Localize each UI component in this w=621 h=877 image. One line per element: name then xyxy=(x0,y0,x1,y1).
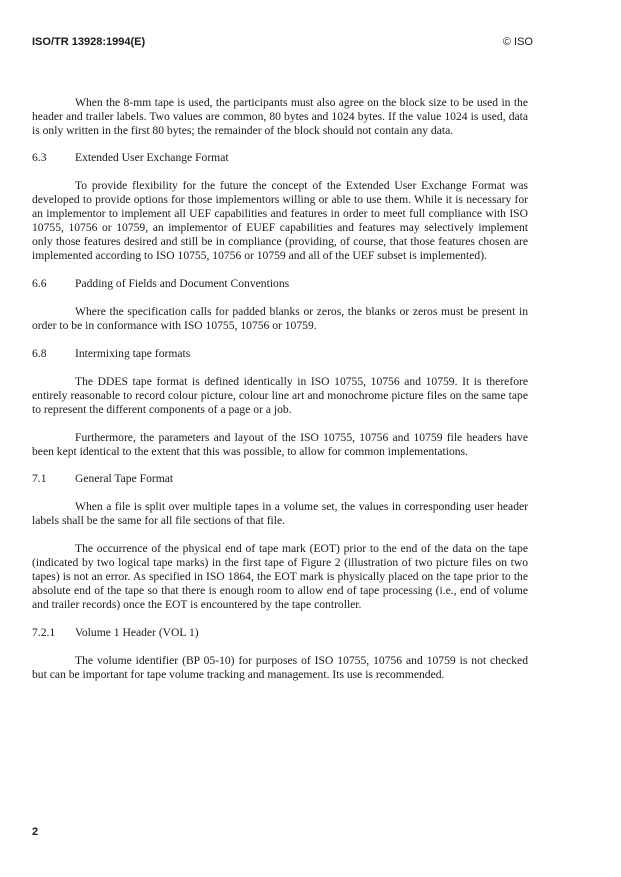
page-number: 2 xyxy=(32,826,39,838)
section-title: Volume 1 Header (VOL 1) xyxy=(75,626,199,639)
section-title: Intermixing tape formats xyxy=(75,347,191,360)
paragraph: To provide flexibility for the future the concept of the Extended User Exchange Format was developed to provide options for those implementors willing or able to use them. While it is necessary for an implementor to implement all UEF capabilities and features in order to meet full compliance with ISO 10755, 10756 or 10759, an implementor of EUEF capabilities and features may selectively implement only those features desired and still be in compliance (providing, of course, that those features chosen are implemented according to ISO 10755, 10756 or 10759 and all of the UEF subset is implemented). xyxy=(32,179,528,262)
section-heading xyxy=(32,151,528,165)
section-number: 6.3 xyxy=(32,151,47,164)
paragraph: The occurrence of the physical end of tape mark (EOT) prior to the end of the data on the tape (indicated by two logical tape marks) in the first tape of Figure 2 (illustration of two picture files on two tapes) is not an error. As specified in ISO 1864, the EOT mark is physically placed on the tape prior to the absolute end of the tape so that there is enough room to allow end of tape processing (i.e., end of volume and trailer records) once the EOT is encountered by the tape controller. xyxy=(32,542,528,611)
section-number: 6.8 xyxy=(32,347,47,360)
section-title: Extended User Exchange Format xyxy=(75,151,229,164)
section-number: 7.1 xyxy=(32,472,47,485)
paragraph: When the 8-mm tape is used, the participants must also agree on the block size to be used in the header and trailer labels. Two values are common, 80 bytes and 1024 bytes. If the value 1024 is used, data is only written in the first 80 bytes; the remainder of the block should not contain any data. xyxy=(32,96,528,137)
page-body xyxy=(32,96,528,682)
paragraph: The DDES tape format is defined identically in ISO 10755, 10756 and 10759. It is therefore entirely reasonable to record colour picture, colour line art and monochrome picture files on the same tape to represent the different components of a page or a job. xyxy=(32,375,528,416)
section-title: Padding of Fields and Document Conventions xyxy=(75,277,290,290)
paragraph: When a file is split over multiple tapes in a volume set, the values in corresponding user header labels shall be the same for all file sections of that file. xyxy=(32,500,528,527)
section-heading xyxy=(32,472,528,486)
document-id: ISO/TR 13928:1994(E) xyxy=(32,36,146,48)
section-title: General Tape Format xyxy=(75,472,174,485)
section-heading xyxy=(32,626,528,640)
paragraph: The volume identifier (BP 05-10) for purposes of ISO 10755, 10756 and 10759 is not checked but can be important for tape volume tracking and management. Its use is recommended. xyxy=(32,654,528,681)
paragraph: Furthermore, the parameters and layout of the ISO 10755, 10756 and 10759 file headers have been kept identical to the extent that this was possible, to allow for common implementations. xyxy=(32,431,528,458)
copyright-notice: © ISO xyxy=(502,36,533,48)
section-number: 7.2.1 xyxy=(32,626,56,639)
paragraph: Where the specification calls for padded blanks or zeros, the blanks or zeros must be present in order to be in conformance with ISO 10755, 10756 or 10759. xyxy=(32,305,528,332)
section-heading xyxy=(32,347,528,361)
section-heading xyxy=(32,277,528,291)
section-number: 6.6 xyxy=(32,277,47,290)
